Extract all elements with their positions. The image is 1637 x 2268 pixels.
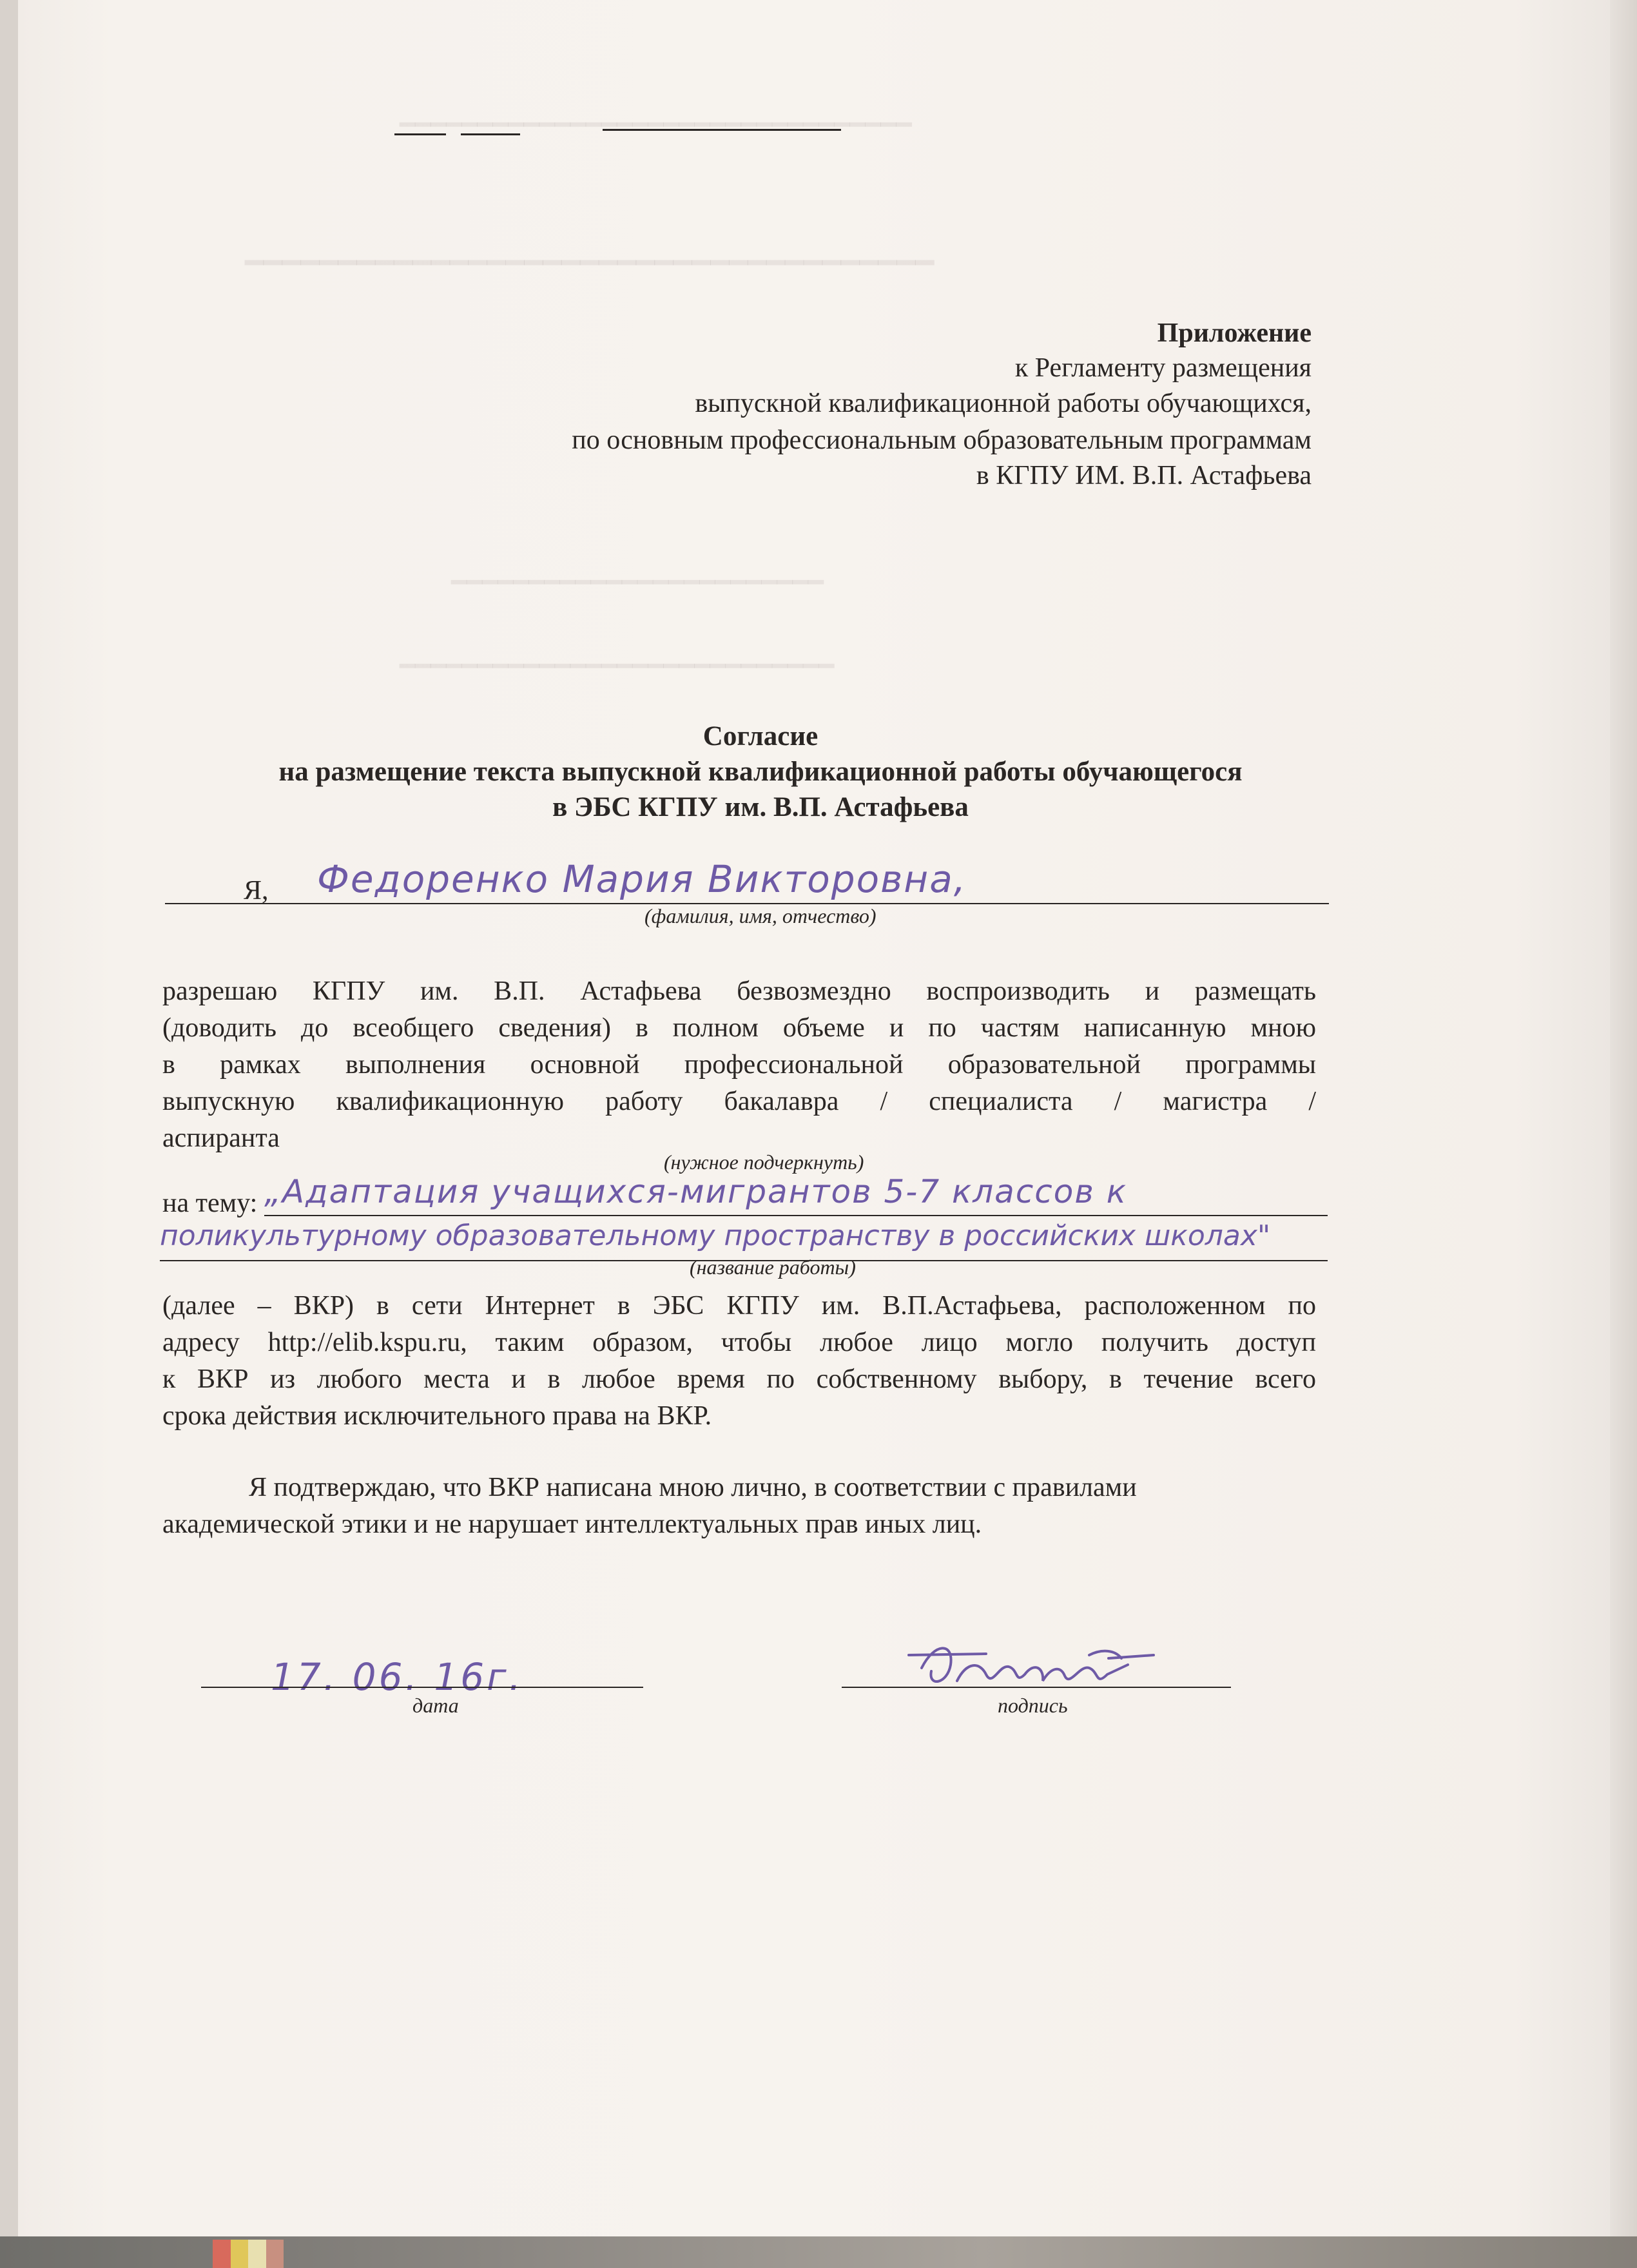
paragraph-line: адресу http://elib.kspu.ru, таким образом, чтобы любое лицо могло получить доступ [162,1328,1316,1357]
appendix-line: выпускной квалификационной работы обучающихся, [695,389,1312,418]
signature-caption: подпись [998,1694,1068,1717]
paragraph-line: срока действия исключительного права на ВКР. [162,1401,712,1431]
document-subtitle-line2: в ЭБС КГПУ им. В.П. Астафьева [552,792,969,822]
paragraph-line: (доводить до всеобщего сведения) в полном объеме и по частям написанную мною [162,1013,1316,1043]
appendix-title: Приложение [1157,318,1312,348]
underline-note-caption: (нужное подчеркнуть) [664,1150,864,1174]
paragraph-line: разрешаю КГПУ им. В.П. Астафьева безвозмездно воспроизводить и размещать [162,976,1316,1006]
color-tab-marks [213,2240,284,2268]
paragraph-line: выпускную квалификационную работу бакалавра / специалиста / магистра / [162,1087,1316,1116]
permission-paragraph [162,973,1316,1157]
appendix-line: по основным профессиональным образовательным программам [572,425,1312,455]
topic-handwritten-line1: „Адаптация учащихся-мигрантов 5-7 классов к [264,1173,1127,1210]
paragraph-line: аспиранта [162,1123,280,1153]
name-handwritten: Федоренко Мария Викторовна, [317,857,967,901]
date-caption: дата [412,1694,459,1717]
top-dash-3 [603,129,841,131]
signature-underline [842,1687,1231,1688]
date-handwritten: 17. 06. 16г. [271,1655,524,1699]
name-caption: (фамилия, имя, отчество) [644,904,877,927]
appendix-line: к Регламенту размещения [1014,353,1312,383]
paragraph-line: (далее – ВКР) в сети Интернет в ЭБС КГПУ им. В.П.Астафьева, расположенном по [162,1291,1316,1321]
document-title: Согласие [702,721,818,751]
terms-paragraph [162,1288,1316,1435]
top-dash-2 [461,133,520,135]
name-prefix: Я, [244,876,269,906]
confirmation-line1: Я подтверждаю, что ВКР написана мною лично, в соответствии с правилами [249,1473,1137,1502]
paragraph-line: к ВКР из любого места и в любое время по собственному выбору, в течение всего [162,1364,1316,1394]
document-subtitle-line1: на размещение текста выпускной квалификационной работы обучающегося [278,757,1243,787]
top-dash-1 [394,133,446,135]
appendix-line: в КГПУ ИМ. В.П. Астафьева [976,461,1312,490]
right-page-edge [1610,0,1637,2268]
paragraph-line: в рамках выполнения основной профессиональной образовательной программы [162,1050,1316,1080]
topic-underline-1 [264,1215,1328,1216]
date-underline [201,1687,643,1688]
topic-handwritten-line2: поликультурному образовательному пространству в российских школах" [160,1219,1271,1252]
confirmation-line2: академической этики и не нарушает интеллектуальных прав иных лиц. [162,1509,982,1539]
topic-caption: (название работы) [690,1255,856,1279]
topic-prefix: на тему: [162,1188,258,1218]
left-page-edge [0,0,18,2268]
